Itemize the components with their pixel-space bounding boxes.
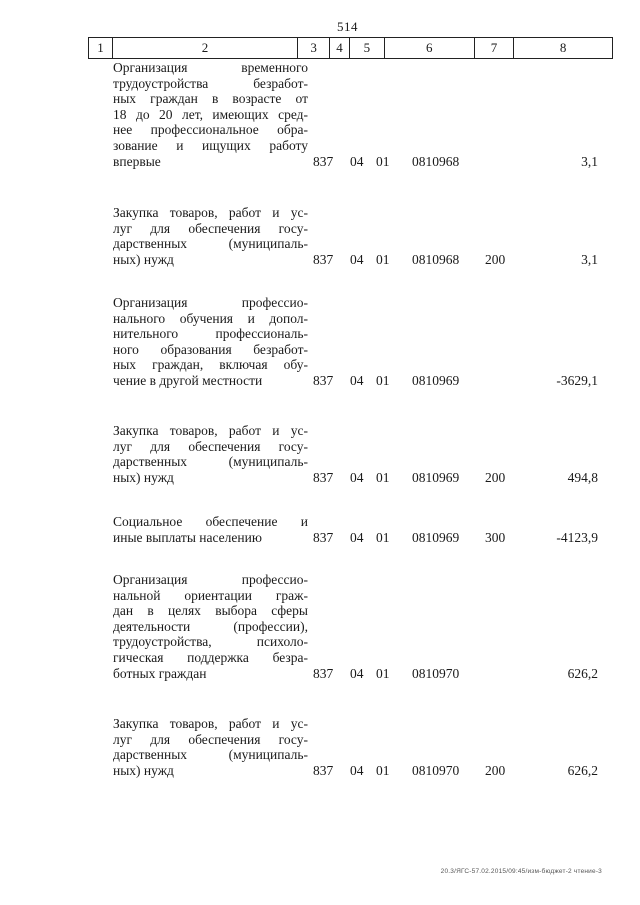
row-description: [113, 295, 308, 389]
description-line: ботных граждан: [113, 665, 207, 681]
section-code: 04: [350, 529, 364, 545]
description-line: луг для обеспечения госу-: [113, 438, 308, 454]
row-description: [113, 716, 308, 778]
description-line: ных) нужд: [113, 251, 174, 267]
description-line: зование и ищущих работу: [113, 137, 308, 153]
description-line: гическая поддержка безра-: [113, 649, 308, 665]
header-col-2: 2: [113, 38, 298, 58]
description-line: дарственных (муниципаль-: [113, 454, 308, 470]
header-col-5: 5: [350, 38, 385, 58]
description-line: чение в другой местности: [113, 372, 263, 388]
amount: 626,2: [567, 665, 598, 681]
description-line: ных) нужд: [113, 762, 174, 778]
amount: -4123,9: [556, 529, 598, 545]
row-description: [113, 572, 308, 681]
table-header: [88, 37, 613, 59]
ministry-code: 837: [313, 762, 334, 778]
ministry-code: 837: [313, 529, 334, 545]
description-line: Организация профессио-: [113, 295, 308, 310]
target-article-code: 0810968: [412, 251, 460, 267]
description-line: Организация временного: [113, 60, 308, 75]
description-line: Социальное обеспечение и: [113, 514, 308, 529]
header-col-7: 7: [475, 38, 515, 58]
target-article-code: 0810968: [412, 153, 460, 169]
description-line: деятельности (профессии),: [113, 618, 308, 634]
ministry-code: 837: [313, 373, 334, 388]
ministry-code: 837: [313, 665, 334, 681]
row-description: [113, 423, 308, 485]
ministry-code: 837: [313, 153, 334, 169]
description-line: трудоустройства, психоло-: [113, 634, 308, 650]
header-col-1: 1: [89, 38, 113, 58]
section-code: 04: [350, 373, 364, 388]
description-line: нительного профессиональ-: [113, 326, 308, 342]
ministry-code: 837: [313, 469, 334, 485]
subsection-code: 01: [376, 153, 390, 169]
expense-type-code: 300: [485, 529, 506, 545]
footer-stamp: 20.3/ЯГС-57.02.2015/09:45/изм-бюджет-2 чтение-3: [440, 868, 602, 875]
description-line: Организация профессио-: [113, 572, 308, 587]
subsection-code: 01: [376, 762, 390, 778]
description-line: нее профессиональное обра-: [113, 122, 308, 138]
amount: -3629,1: [556, 373, 598, 388]
subsection-code: 01: [376, 469, 390, 485]
description-line: луг для обеспечения госу-: [113, 731, 308, 747]
amount: 3,1: [581, 153, 598, 169]
description-line: дарственных (муниципаль-: [113, 747, 308, 763]
description-line: ных граждан в возрасте от: [113, 91, 308, 107]
ministry-code: 837: [313, 251, 334, 267]
header-col-6: 6: [385, 38, 475, 58]
description-line: дан в целях выбора сферы: [113, 603, 308, 619]
header-col-3: 3: [298, 38, 330, 58]
expense-type-code: 200: [485, 469, 506, 485]
description-line: нального обучения и допол-: [113, 310, 308, 326]
description-line: дарственных (муниципаль-: [113, 236, 308, 252]
target-article-code: 0810969: [412, 373, 460, 388]
subsection-code: 01: [376, 529, 390, 545]
section-code: 04: [350, 469, 364, 485]
description-line: ного образования безработ-: [113, 341, 308, 357]
expense-type-code: 200: [485, 762, 506, 778]
amount: 3,1: [581, 251, 598, 267]
description-line: Закупка товаров, работ и ус-: [113, 716, 308, 731]
section-code: 04: [350, 251, 364, 267]
expense-type-code: 200: [485, 251, 506, 267]
header-col-8: 8: [559, 40, 567, 55]
description-line: ных граждан, включая обу-: [113, 357, 308, 373]
description-line: нальной ориентации граж-: [113, 587, 308, 603]
subsection-code: 01: [376, 373, 390, 388]
subsection-code: 01: [376, 665, 390, 681]
description-line: ных) нужд: [113, 469, 174, 485]
section-code: 04: [350, 665, 364, 681]
amount: 494,8: [567, 469, 598, 485]
description-line: впервые: [113, 153, 161, 169]
description-line: луг для обеспечения госу-: [113, 220, 308, 236]
target-article-code: 0810970: [412, 665, 460, 681]
target-article-code: 0810970: [412, 762, 460, 778]
subsection-code: 01: [376, 251, 390, 267]
description-line: трудоустройства безработ-: [113, 75, 308, 91]
target-article-code: 0810969: [412, 469, 460, 485]
row-description: [113, 60, 308, 169]
description-line: 18 до 20 лет, имеющих сред-: [113, 106, 308, 122]
section-code: 04: [350, 153, 364, 169]
row-description: [113, 205, 308, 267]
description-line: Закупка товаров, работ и ус-: [113, 423, 308, 438]
section-code: 04: [350, 762, 364, 778]
header-col-4: 4: [330, 38, 350, 58]
row-description: [113, 514, 308, 545]
description-line: Закупка товаров, работ и ус-: [113, 205, 308, 220]
target-article-code: 0810969: [412, 529, 460, 545]
page-number: 514: [337, 19, 358, 34]
amount: 626,2: [567, 762, 598, 778]
description-line: иные выплаты населению: [113, 529, 262, 545]
